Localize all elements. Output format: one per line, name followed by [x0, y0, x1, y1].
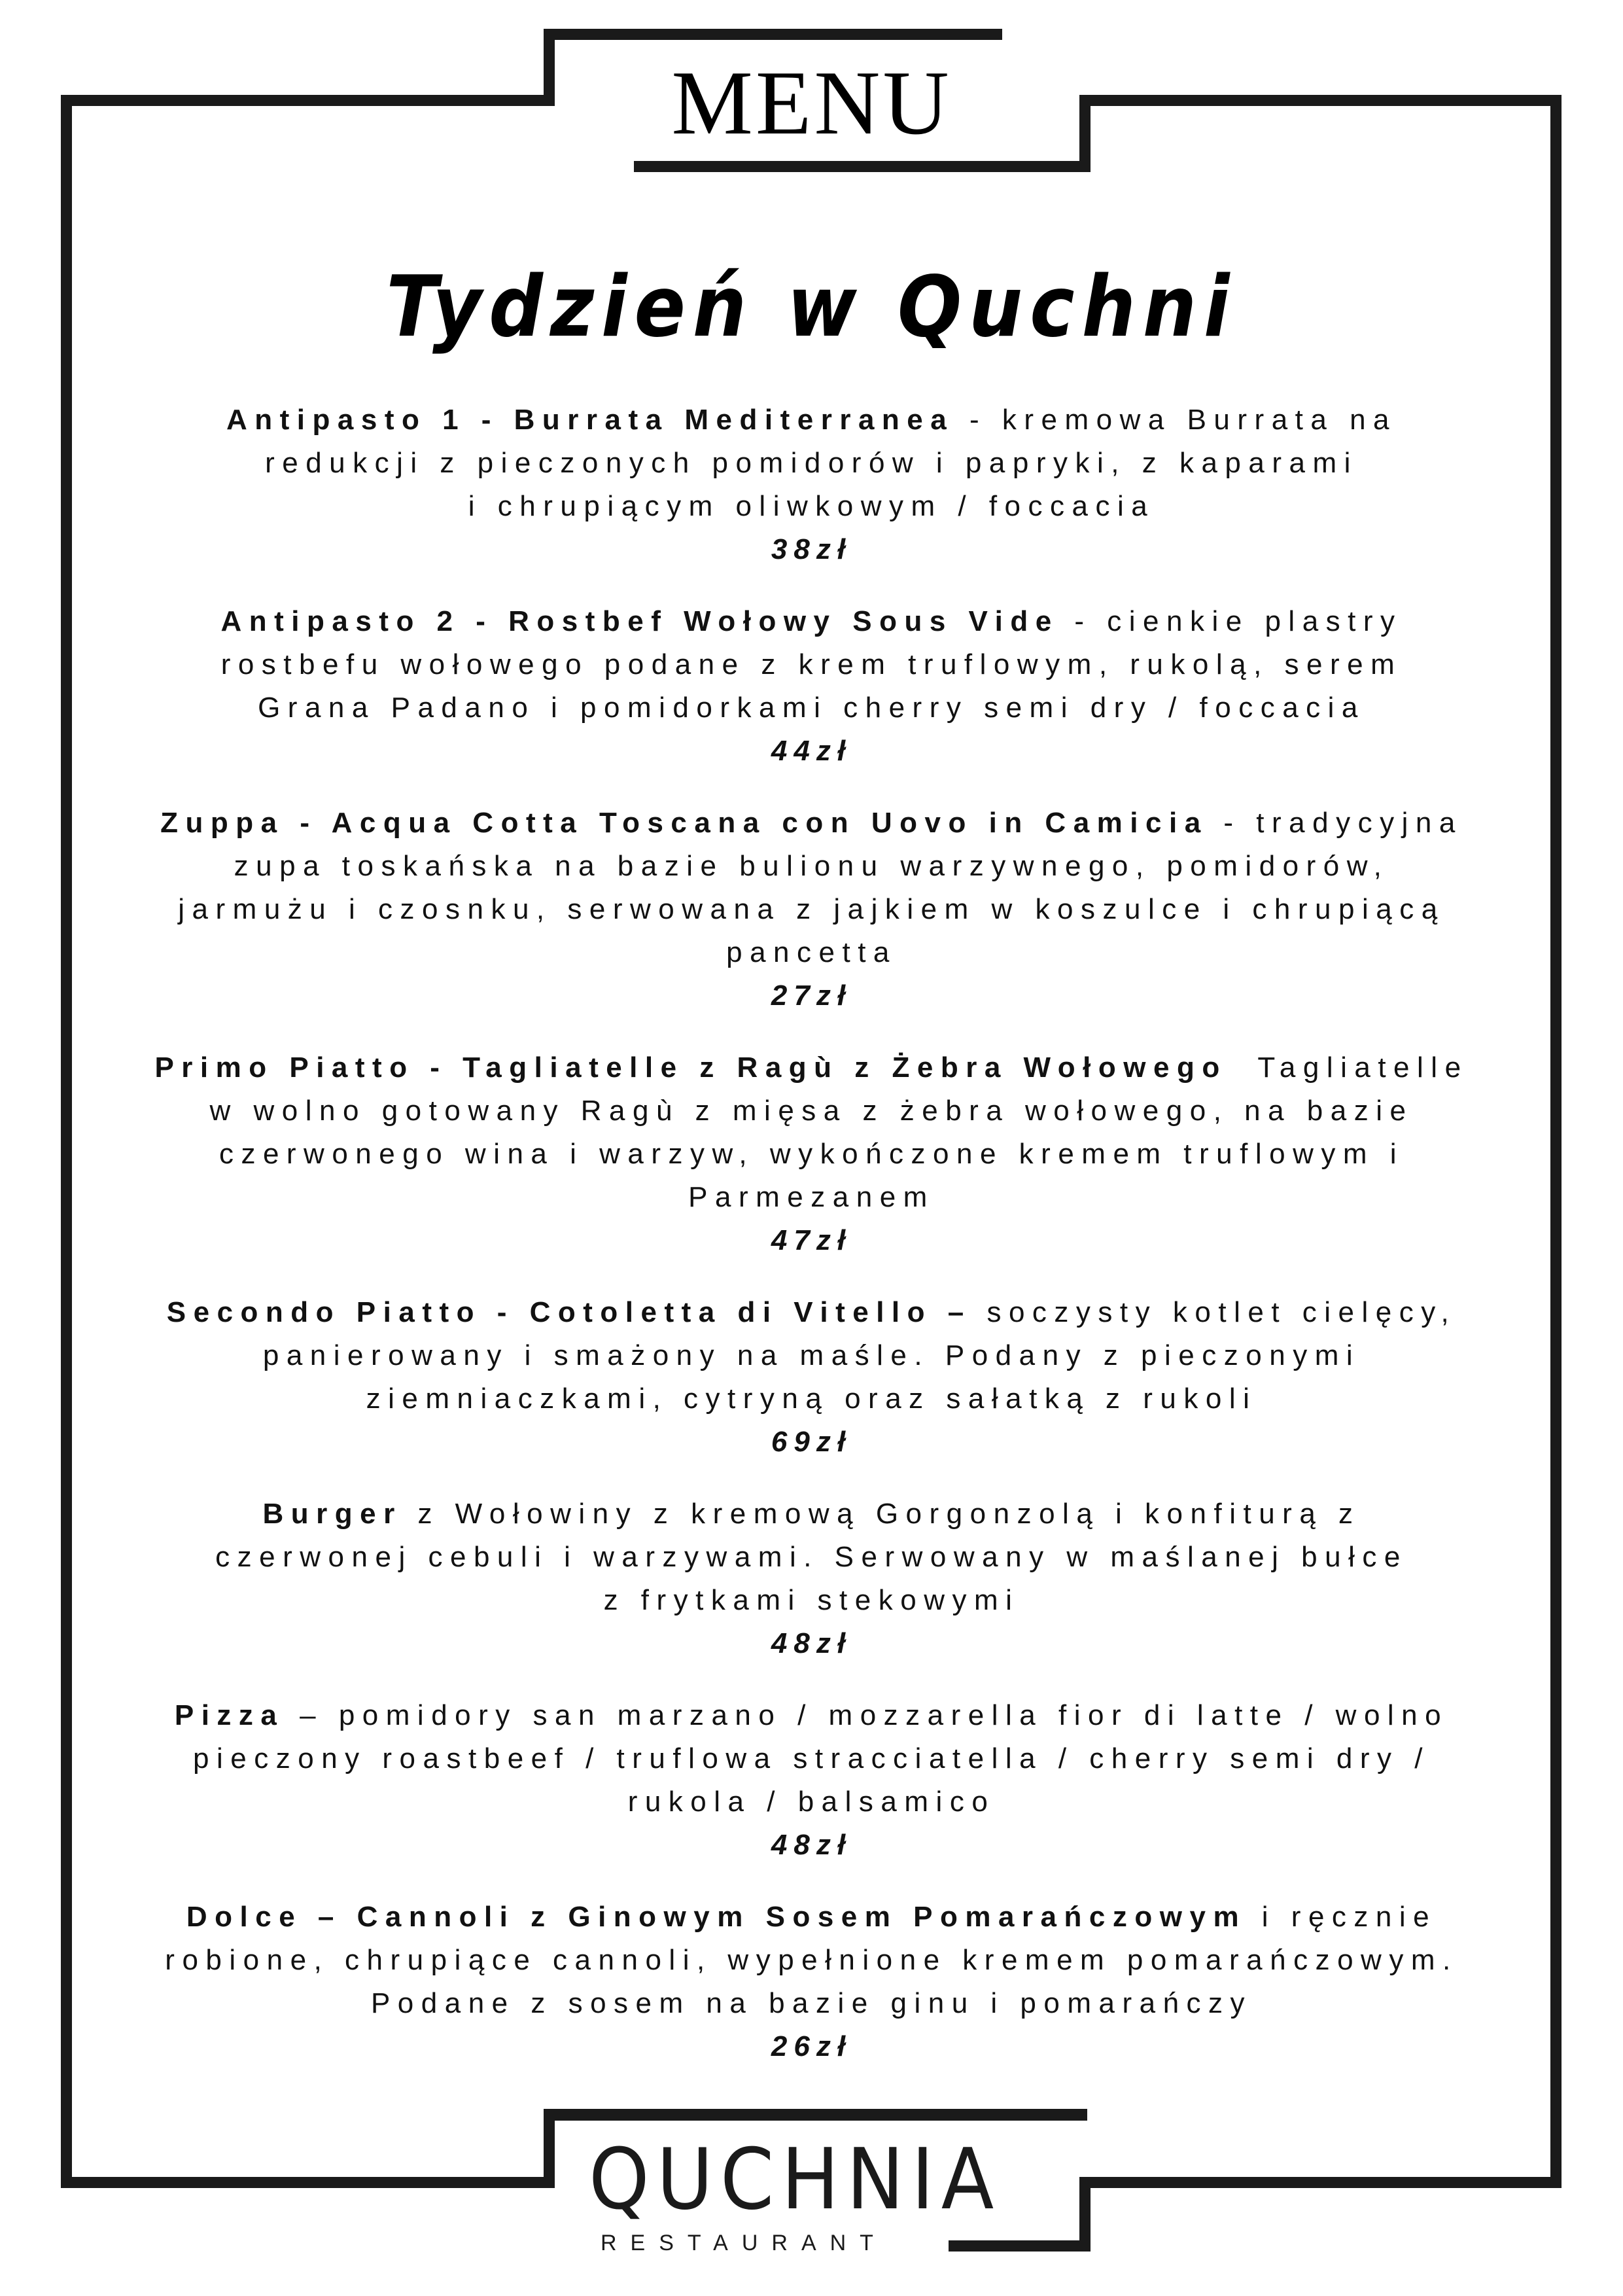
page-title-text: Tydzień w Quchni	[386, 258, 1237, 356]
menu-item-text: zupa toskańska na bazie bulionu warzywnego, pomidorów,	[234, 850, 1389, 882]
menu-item-price: 48zł	[771, 1829, 852, 1861]
menu-item-description-line	[79, 845, 1544, 888]
menu-item-description-line	[79, 931, 1544, 974]
menu-item-description-line	[79, 1377, 1544, 1421]
menu-item-text: jarmużu i czosnku, serwowana z jajkiem w koszulce i chrupiącą	[178, 893, 1445, 925]
menu-item-description-line	[79, 442, 1544, 485]
menu-item-header-line	[79, 1046, 1544, 1089]
menu-item-description-line	[79, 1737, 1544, 1780]
menu-item-price: 27zł	[771, 980, 852, 1012]
menu-item-description-line	[79, 1939, 1544, 1982]
menu-item-text: - kremowa Burrata na	[954, 404, 1397, 436]
menu-item-text: soczysty kotlet cielęcy,	[971, 1296, 1457, 1328]
menu-item-description-line	[79, 1780, 1544, 1824]
frame-bottom-left-line	[61, 2177, 555, 2188]
menu-item-price: 47zł	[771, 1224, 852, 1256]
menu-item-header-line	[79, 1694, 1544, 1737]
frame-bottom-right-line	[1079, 2177, 1562, 2188]
menu-item	[79, 802, 1544, 1017]
menu-items-list	[79, 398, 1544, 2097]
menu-item-text: Parmezanem	[688, 1181, 935, 1213]
menu-item-name: Pizza	[174, 1699, 285, 1731]
menu-item-text: redukcji z pieczonych pomidorów i papryki, z kaparami	[265, 447, 1358, 479]
page-title	[0, 258, 1623, 357]
menu-item-price: 44zł	[771, 735, 852, 767]
menu-item-description-line	[79, 485, 1544, 528]
menu-item-name: Secondo Piatto - Cotoletta di Vitello –	[166, 1296, 971, 1328]
menu-heading: MENU	[671, 52, 952, 154]
menu-item-text: z frytkami stekowymi	[603, 1584, 1020, 1616]
menu-item-price: 48zł	[771, 1627, 852, 1659]
menu-item-header-line	[79, 398, 1544, 442]
menu-item	[79, 1291, 1544, 1464]
menu-item-text: - tradycyjna	[1208, 807, 1463, 839]
menu-item-description-line	[79, 888, 1544, 931]
menu-item-text: i chrupiącym oliwkowym / foccacia	[468, 490, 1155, 522]
menu-item-text: rostbefu wołowego podane z krem truflowym, rukolą, serem	[220, 648, 1403, 680]
menu-item-header-line	[79, 802, 1544, 845]
menu-item-header-line	[79, 600, 1544, 643]
menu-item-description-line	[79, 1579, 1544, 1622]
menu-item-text: w wolno gotowany Ragù z mięsa z żebra wołowego, na bazie	[209, 1095, 1414, 1127]
restaurant-logo-subtitle: RESTAURANT	[601, 2231, 887, 2255]
menu-item-text: rukola / balsamico	[627, 1786, 996, 1818]
frame-top-bar	[544, 29, 1002, 40]
menu-item-header-line	[79, 1492, 1544, 1536]
menu-item-text: panierowany i smażony na maśle. Podany z pieczonymi	[262, 1339, 1361, 1371]
menu-item-text: Tagliatelle	[1227, 1051, 1469, 1084]
menu-item-text: - cienkie plastry	[1058, 605, 1403, 637]
frame-right-line	[1550, 95, 1562, 2188]
menu-item-text: z Wołowiny z kremową Gorgonzolą i konfiturą z	[402, 1498, 1361, 1530]
menu-item-text: pieczony roastbeef / truflowa stracciatella / cherry semi dry /	[193, 1742, 1430, 1775]
menu-item-description-line	[79, 643, 1544, 686]
frame-bottom-left-step	[544, 2109, 555, 2188]
menu-item	[79, 1046, 1544, 1262]
menu-item-text: ziemniaczkami, cytryną oraz sałatką z rukoli	[366, 1383, 1257, 1415]
menu-item-name: Primo Piatto - Tagliatelle z Ragù z Żebra Wołowego	[154, 1051, 1227, 1084]
menu-item-header-line	[79, 1291, 1544, 1334]
menu-item-description-line	[79, 1334, 1544, 1377]
menu-item-text: czerwonego wina i warzyw, wykończone kremem truflowym i	[218, 1138, 1405, 1170]
menu-item-description-line	[79, 1982, 1544, 2025]
restaurant-logo-name: QUCHNIA	[589, 2131, 1002, 2229]
menu-item-text: pancetta	[726, 936, 897, 968]
menu-item-description-line	[79, 686, 1544, 730]
frame-logo-topbar	[544, 2109, 1087, 2121]
menu-item	[79, 1492, 1544, 1665]
menu-item	[79, 600, 1544, 773]
menu-item-name: Antipasto 1 - Burrata Mediterranea	[226, 404, 954, 436]
menu-item-description-line	[79, 1176, 1544, 1219]
menu-item-name: Burger	[262, 1498, 402, 1530]
menu-item	[79, 398, 1544, 571]
frame-menu-underline	[634, 161, 1091, 172]
frame-logo-underbar	[949, 2240, 1091, 2252]
menu-item-text: czerwonej cebuli i warzywami. Serwowany w maślanej bułce	[215, 1541, 1408, 1573]
menu-item	[79, 1896, 1544, 2068]
menu-item-description-line	[79, 1089, 1544, 1133]
menu-item-price: 38zł	[771, 533, 852, 565]
menu-item-description-line	[79, 1133, 1544, 1176]
menu-item-name: Antipasto 2 - Rostbef Wołowy Sous Vide	[220, 605, 1059, 637]
menu-item-name: Dolce – Cannoli z Ginowym Sosem Pomarańczowym	[186, 1901, 1247, 1933]
menu-item-text: – pomidory san marzano / mozzarella fior di latte / wolno	[284, 1699, 1449, 1731]
menu-item-price: 26zł	[771, 2030, 852, 2062]
frame-left-line	[61, 95, 72, 2188]
menu-item-header-line	[79, 1896, 1544, 1939]
menu-item-description-line	[79, 1536, 1544, 1579]
menu-item-name: Zuppa - Acqua Cotta Toscana con Uovo in Camicia	[160, 807, 1208, 839]
menu-item-text: Grana Padano i pomidorkami cherry semi dry / foccacia	[258, 692, 1365, 724]
menu-item-price: 69zł	[771, 1426, 852, 1458]
menu-item-text: robione, chrupiące cannoli, wypełnione kremem pomarańczowym.	[165, 1944, 1458, 1976]
menu-item	[79, 1694, 1544, 1867]
menu-item-text: Podane z sosem na bazie ginu i pomarańczy	[370, 1987, 1253, 2019]
menu-item-text: i ręcznie	[1246, 1901, 1437, 1933]
